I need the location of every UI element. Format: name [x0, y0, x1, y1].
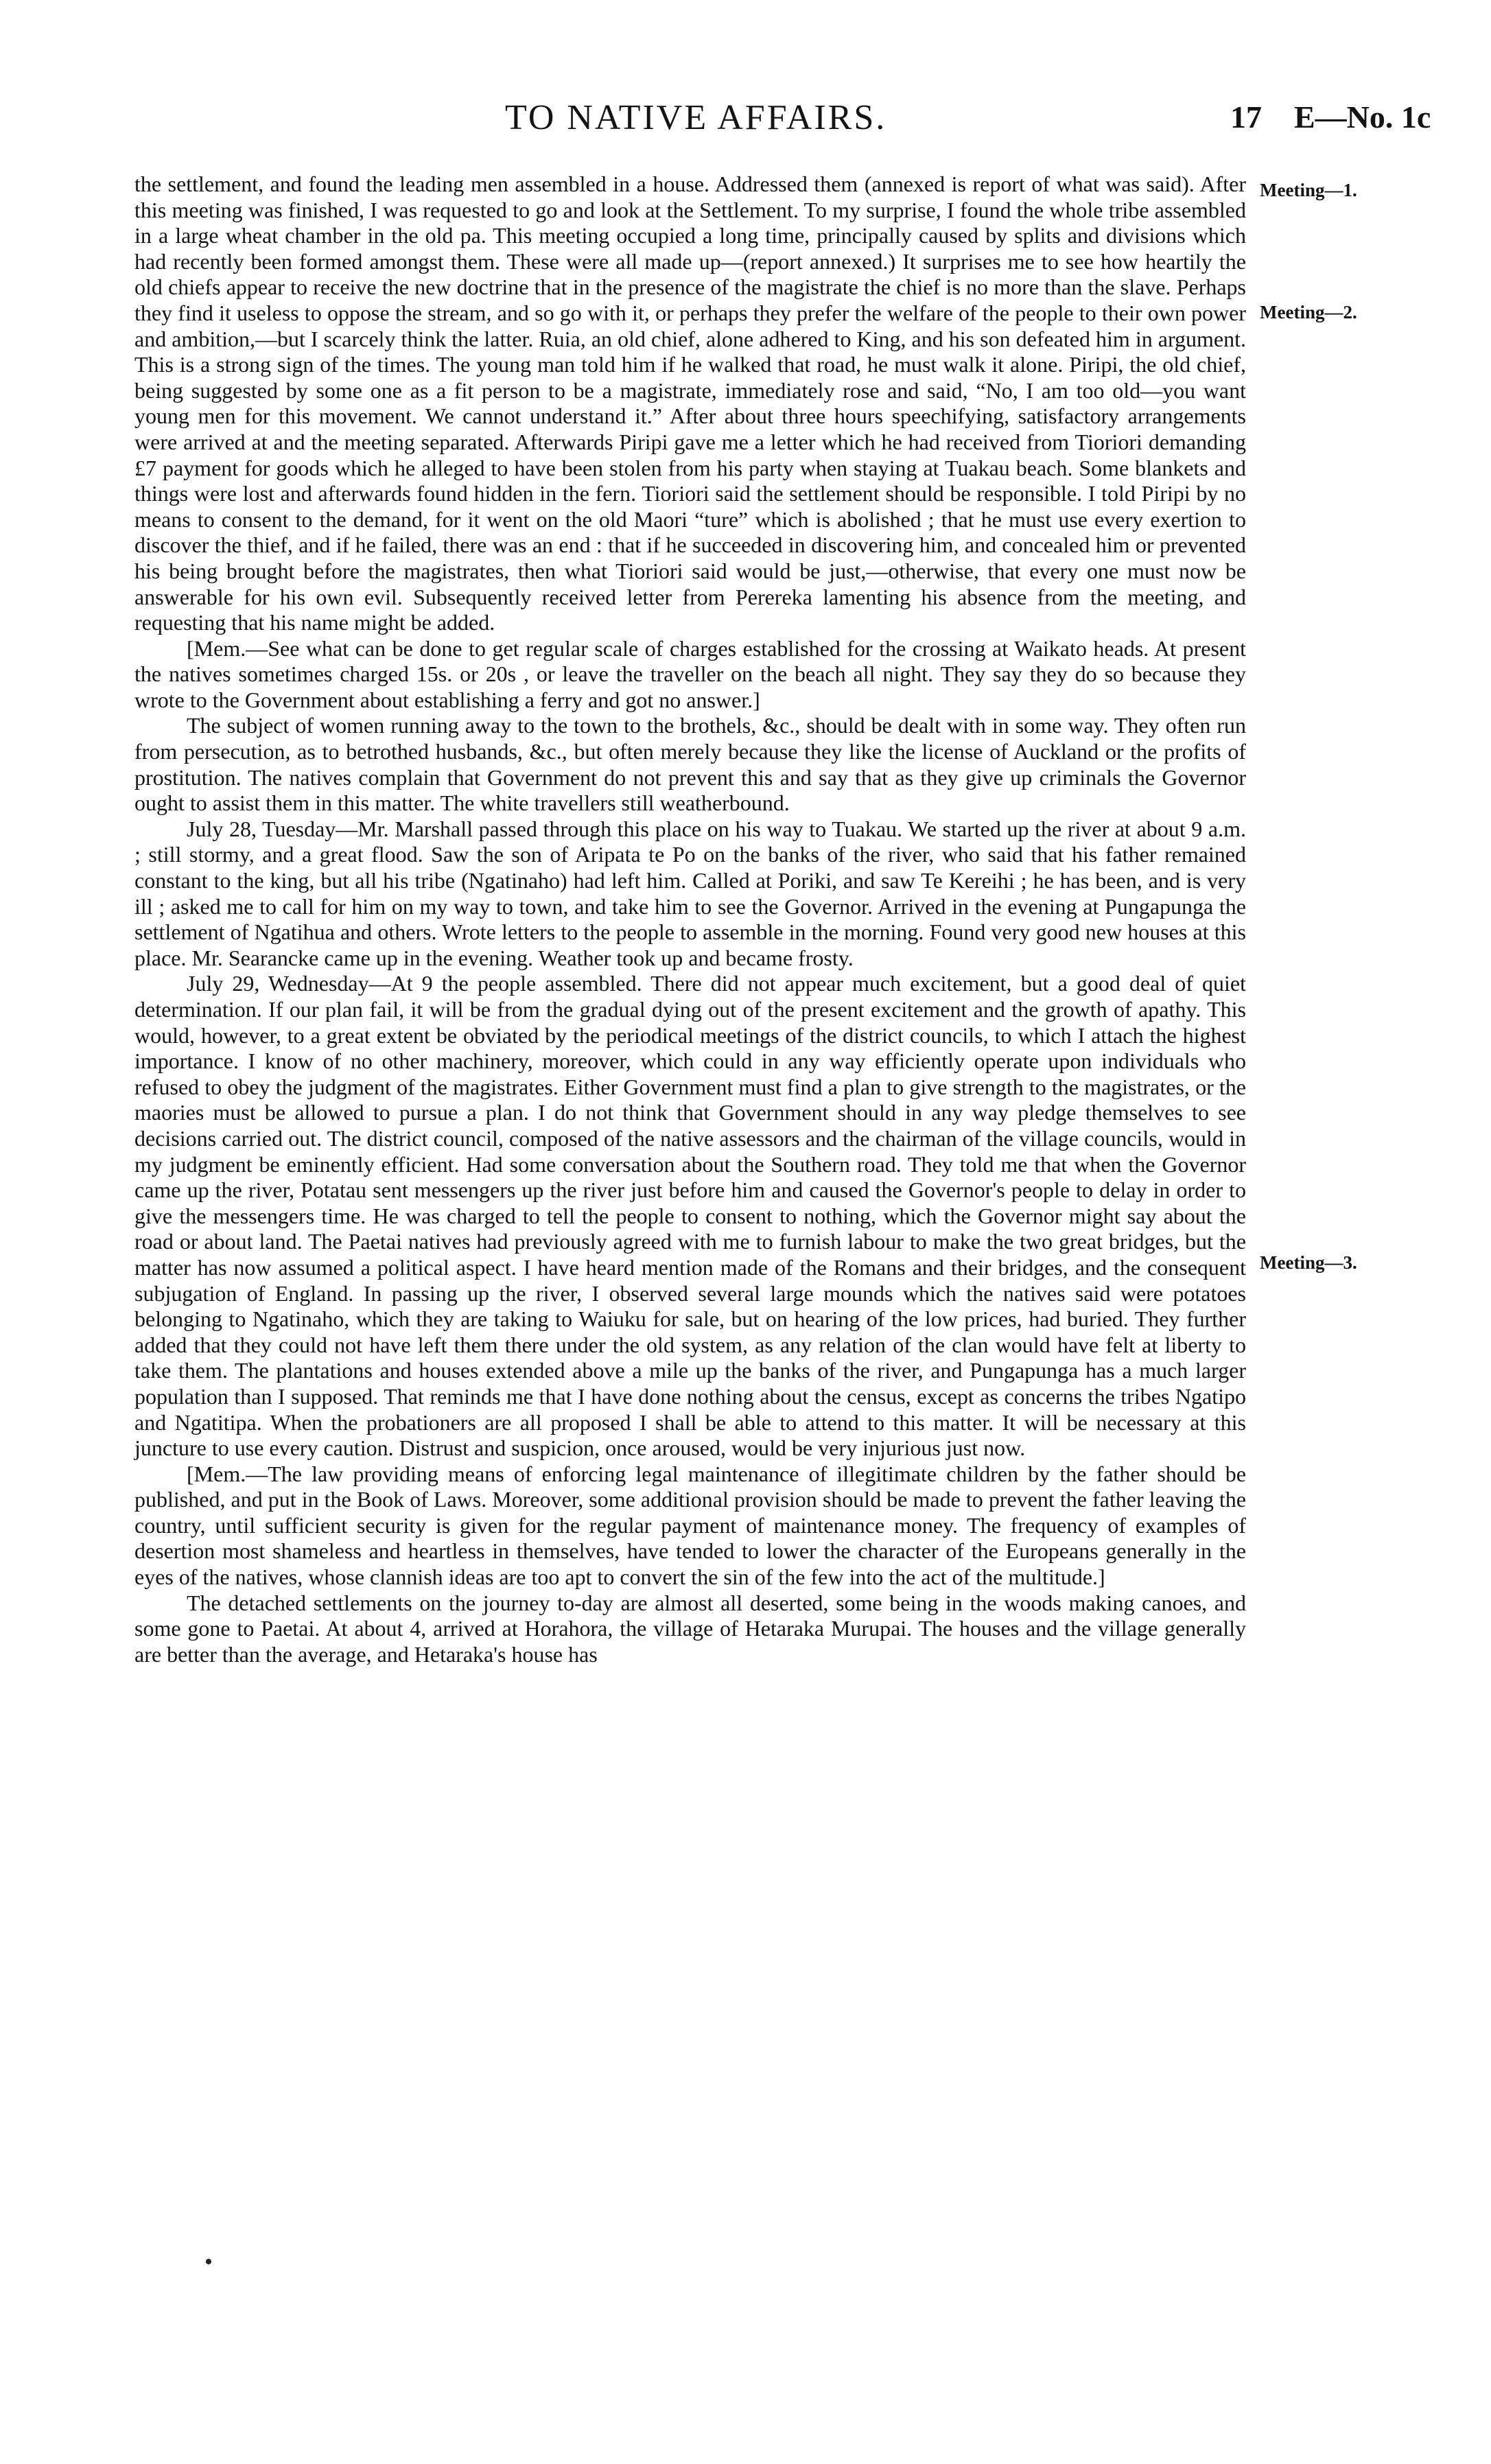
margin-note-meeting-2: Meeting—2.	[1260, 302, 1357, 322]
ink-dot	[206, 2259, 211, 2264]
body-text	[134, 172, 1246, 1667]
margin-note-meeting-1: Meeting—1.	[1260, 180, 1357, 200]
paragraph-detached-settlements: The detached settlements on the journey to-day are almost all deserted, some being in the woods making canoes, and some gone to Paetai. At about 4, arrived at Horahora, the village of Hetaraka Murupai. The houses and the village generally are better than the average, and Hetaraka's house has	[134, 1590, 1246, 1667]
paragraph-july-28: July 28, Tuesday—Mr. Marshall passed through this place on his way to Tuakau. We started up the river at about 9 a.m. ; still stormy, and a great flood. Saw the son of Aripata te Po on the banks of the river, who said that his father remained constant to the king, but all his tribe (Ngatinaho) had left him. Called at Poriki, and saw Te Kereihi ; he has been, and is very ill ; asked me to call for him on my way to town, and take him to see the Governor. Arrived in the evening at Pungapunga the settlement of Ngatihua and others. Wrote letters to the people to assemble in the morning. Found very good new houses at this place. Mr. Searancke came up in the evening. Weather took up and became frosty.	[134, 816, 1246, 970]
memo-maintenance-law: [Mem.—The law providing means of enforcing legal maintenance of illegitimate children by the father should be published, and put in the Book of Laws. Moreover, some additional provision should be made to prevent the father leaving the country, until sufficient security is given for the regular payment of maintenance money. The frequency of examples of desertion most shameless and heartless in themselves, have tended to lower the character of the Europeans generally in the eyes of the natives, whose clannish ideas are too apt to convert the sin of the few into the act of the multitude.]	[134, 1461, 1246, 1590]
page-title: TO NATIVE AFFAIRS.	[505, 98, 887, 137]
page-number: 17	[1230, 99, 1262, 134]
memo-ferry-charges: [Mem.—See what can be done to get regular scale of charges established for the crossing at Waikato heads. At present the natives sometimes charged 15s. or 20s , or leave the traveller on the beach all night. They say they do so because they wrote to the Government about establishing a ferry and got no answer.]	[134, 635, 1246, 712]
paragraph-settlement-meeting: the settlement, and found the leading men assembled in a house. Addressed them (annexed is report of what was said). After this meeting was finished, I was requested to go and look at the Settlement. To my surprise, I found the whole tribe assembled in a large wheat chamber in the old pa. This meeting occupied a long time, principally caused by splits and divisions which had recently been formed amongst them. These were all made up—(report annexed.) It surprises me to see how heartily the old chiefs appear to receive the new doctrine that in the presence of the magistrate the chief is no more than the slave. Perhaps they find it useless to oppose the stream, and so go with it, or perhaps they prefer the welfare of the people to their own power and ambition,—but I scarcely think the latter. Ruia, an old chief, alone adhered to King, and his son defeated him in argument. This is a strong sign of the times. The young man told him if he walked that road, he must walk it alone. Piripi, the old chief, being suggested by some one as a fit person to be a magistrate, immediately rose and said, “No, I am too old—you want young men for this movement. We cannot understand it.” After about three hours speechifying, satisfactory arrangements were arrived at and the meeting separated. Afterwards Piripi gave me a letter which he had received from Tioriori demanding £7 payment for goods which he alleged to have been stolen from his party when staying at Tuakau beach. Some blankets and things were lost and afterwards found hidden in the fern. Tioriori said the settlement should be responsible. I told Piripi by no means to consent to the demand, for it went on the old Maori “ture” which is abolished ; that he must use every exertion to discover the thief, and if he failed, there was an end : that if he succeeded in discovering him, and concealed him or prevented his being brought before the magistrates, then what Tioriori said would be just,—otherwise, that every one must now be answerable for his own evil. Subsequently received letter from Perereka lamenting his absence from the meeting, and requesting that his name might be added.	[134, 172, 1246, 635]
margin-note-meeting-3: Meeting—3.	[1260, 1252, 1357, 1273]
paragraph-women-town: The subject of women running away to the town to the brothels, &c., should be dealt with in some way. They often run from persecution, as to betrothed husbands, &c., but often merely because they like the license of Auckland or the profits of prostitution. The natives complain that Government do not prevent this and say that as they give up criminals the Governor ought to assist them in this matter. The white travellers still weatherbound.	[134, 713, 1246, 816]
document-reference: E—No. 1c	[1294, 99, 1431, 134]
paragraph-july-29: July 29, Wednesday—At 9 the people assembled. There did not appear much excitement, but a good deal of quiet determination. If our plan fail, it will be from the gradual dying out of the present excitement and the growth of apathy. This would, however, to a great extent be obviated by the periodical meetings of the district councils, to which I attach the highest importance. I know of no other machinery, moreover, which could in any way efficiently operate upon individuals who refused to obey the judgment of the magistrates. Either Government must find a plan to give strength to the magistrates, or the maories must be allowed to pursue a plan. I do not think that Government should in any way pledge themselves to see decisions carried out. The district council, composed of the native assessors and the chairman of the village councils, would in my judgment be eminently efficient. Had some conversation about the Southern road. They told me that when the Governor came up the river, Potatau sent messengers up the river just before him and caused the Governor's people to delay in order to give the messengers time. He was charged to tell the people to consent to nothing, which the Governor might say about the road or about land. The Paetai natives had previously agreed with me to furnish labour to make the two great bridges, but the matter has now assumed a political aspect. I have heard mention made of the Romans and their bridges, and the consequent subjugation of England. In passing up the river, I observed several large mounds which the natives said were potatoes belonging to Ngatinaho, which they are taking to Waiuku for sale, but on hearing of the low prices, had buried. They further added that they could not have left them there under the old system, as any relation of the clan would have felt at liberty to take them. The plantations and houses extended above a mile up the banks of the river, and Pungapunga has a much larger population than I supposed. That reminds me that I have done nothing about the census, except as concerns the tribes Ngatipo and Ngatitipa. When the probationers are all proposed I shall be able to attend to this matter. It will be necessary at this juncture to use every caution. Distrust and suspicion, once aroused, would be very injurious just now.	[134, 971, 1246, 1461]
running-header	[134, 97, 1452, 145]
